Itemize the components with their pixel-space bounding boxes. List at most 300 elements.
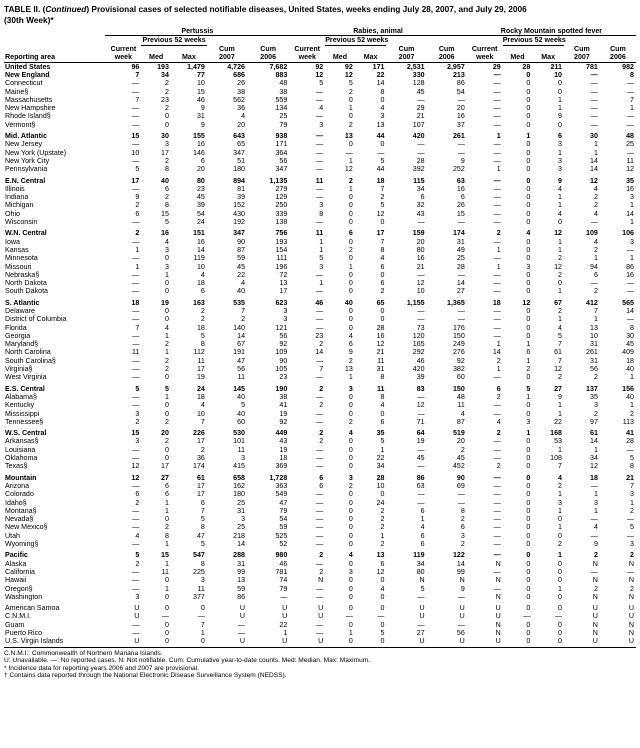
- cell-value: 0: [348, 576, 353, 585]
- cell-value: —: [132, 140, 140, 149]
- row-area-label: Michigan: [5, 201, 34, 210]
- cell-value: 22: [279, 620, 288, 629]
- cell-value: —: [493, 70, 501, 79]
- cell-value: 20: [161, 429, 169, 438]
- cell-value: —: [493, 445, 501, 454]
- table-row: [4, 612, 636, 620]
- cell-value: U: [282, 612, 288, 621]
- cell-value: 54: [456, 87, 465, 96]
- cell-value: 0: [380, 409, 385, 418]
- cell-value: 643: [233, 132, 246, 141]
- table-row: [4, 437, 636, 445]
- cell-value: 6: [460, 193, 465, 202]
- cell-value: 535: [233, 298, 246, 307]
- blank-med-m: [503, 45, 533, 53]
- cell-value: 190: [275, 384, 288, 393]
- cell-value: 19: [416, 437, 425, 446]
- cell-value: —: [626, 279, 634, 288]
- cell-value: —: [493, 218, 501, 227]
- cell-value: 24: [196, 384, 205, 393]
- table-row: [4, 551, 636, 559]
- cell-value: 0: [558, 87, 562, 96]
- col-cum2007-rabies-1: Cum: [398, 45, 415, 54]
- cell-value: U: [592, 612, 598, 621]
- cell-value: 9: [460, 156, 465, 165]
- cell-value: —: [345, 612, 353, 621]
- cell-value: 0: [558, 576, 562, 585]
- cell-value: —: [590, 218, 598, 227]
- cell-value: —: [493, 331, 501, 340]
- cell-value: 0: [558, 120, 562, 129]
- cell-value: —: [493, 270, 501, 279]
- cell-value: 4: [558, 209, 562, 218]
- cell-value: —: [377, 612, 385, 621]
- cell-value: —: [316, 409, 324, 418]
- cell-value: 79: [279, 584, 288, 593]
- cell-value: 115: [413, 176, 425, 185]
- cell-value: 4: [593, 209, 598, 218]
- cell-value: —: [626, 148, 634, 157]
- cell-value: 61: [590, 429, 598, 438]
- row-area-label: Arkansas§: [5, 437, 39, 446]
- cell-value: 0: [526, 592, 531, 601]
- cell-value: 0: [558, 559, 562, 568]
- cell-value: 14: [376, 79, 385, 88]
- cell-value: 3: [593, 401, 598, 410]
- cell-value: 4: [380, 254, 385, 263]
- cell-value: 18: [131, 298, 140, 307]
- cell-value: —: [316, 156, 324, 165]
- cell-value: 21: [376, 348, 385, 357]
- row-area-label: Tennessee§: [5, 417, 44, 426]
- cell-value: 5: [526, 384, 531, 393]
- cell-value: 196: [275, 262, 288, 271]
- cell-value: U: [239, 612, 246, 621]
- cell-value: 14: [315, 348, 324, 357]
- cell-value: —: [132, 112, 140, 121]
- cell-value: 17: [161, 148, 169, 157]
- cell-value: —: [493, 437, 501, 446]
- cell-value: —: [132, 87, 140, 96]
- cell-value: 2: [558, 270, 562, 279]
- title-line2: (30th Week)*: [4, 15, 54, 25]
- table-row: [4, 121, 636, 129]
- cell-value: 12: [416, 279, 425, 288]
- cell-value: 3: [135, 409, 140, 418]
- header-previous52: [4, 36, 636, 45]
- cell-value: 8: [164, 201, 169, 210]
- cell-value: 16: [196, 237, 205, 246]
- cell-value: 0: [164, 254, 169, 263]
- cell-value: 18: [376, 176, 385, 185]
- cell-value: 3: [164, 140, 169, 149]
- cell-value: N: [495, 576, 501, 585]
- cell-value: 92: [279, 340, 288, 349]
- table-row: [4, 593, 636, 601]
- cell-value: 14: [590, 437, 598, 446]
- cell-value: 16: [626, 184, 634, 193]
- cell-value: 13: [344, 132, 353, 141]
- cell-value: 15: [131, 132, 140, 141]
- cell-value: 2: [200, 307, 205, 315]
- cell-value: 6: [135, 490, 140, 499]
- cell-value: 7: [380, 184, 385, 193]
- cell-value: 0: [526, 112, 531, 121]
- cell-value: 37: [456, 120, 465, 129]
- cell-value: 1: [348, 262, 353, 271]
- col-cum2006-rmsf-1: Cum: [610, 45, 626, 54]
- cell-value: 3: [164, 262, 169, 271]
- cell-value: 8: [630, 323, 634, 332]
- cell-value: 97: [590, 417, 598, 426]
- cell-value: 16: [161, 229, 169, 238]
- table-row: [4, 621, 636, 629]
- cell-value: 1: [593, 445, 598, 454]
- col-current-pertussis-1: Current: [110, 45, 137, 54]
- cell-value: —: [493, 254, 501, 263]
- cell-value: N: [628, 628, 634, 637]
- cell-value: 12: [131, 473, 140, 482]
- cell-value: 171: [372, 62, 385, 71]
- cell-value: 5: [200, 331, 205, 340]
- cell-value: 40: [626, 392, 634, 401]
- cell-value: 6: [200, 287, 205, 296]
- cell-value: 562: [233, 95, 246, 104]
- cell-value: 12: [590, 176, 598, 185]
- cell-value: 0: [164, 628, 169, 637]
- cell-value: 0: [348, 201, 353, 210]
- cell-value: —: [132, 392, 140, 401]
- cell-value: 0: [558, 620, 562, 629]
- table-row: [4, 201, 636, 209]
- cell-value: —: [493, 193, 501, 202]
- cell-value: 5: [200, 515, 205, 524]
- cell-value: 2: [164, 340, 169, 349]
- cell-value: 0: [526, 287, 531, 296]
- cell-value: —: [590, 104, 598, 113]
- col-current-rabies-1: Current: [294, 45, 321, 54]
- cell-value: 6: [164, 481, 169, 490]
- cell-value: 92: [344, 62, 353, 71]
- cell-value: 39: [196, 201, 205, 210]
- cell-value: 10: [196, 262, 205, 271]
- cell-value: —: [417, 270, 425, 279]
- cell-value: 6: [380, 417, 385, 426]
- row-area-label: Massachusetts: [5, 95, 53, 104]
- cell-value: 0: [526, 218, 531, 227]
- cell-value: 8: [319, 209, 324, 218]
- cell-value: 2: [319, 429, 324, 438]
- col-cum2007-pertussis: 2007: [207, 53, 247, 62]
- cell-value: 249: [452, 340, 465, 349]
- cell-value: 3: [630, 490, 634, 499]
- cell-value: 11: [237, 373, 246, 382]
- cell-value: 47: [237, 356, 246, 365]
- cell-value: 87: [456, 417, 465, 426]
- cell-value: 6: [135, 209, 140, 218]
- cell-value: —: [457, 490, 465, 499]
- cell-value: 0: [558, 592, 562, 601]
- cell-value: N: [495, 620, 501, 629]
- table-row: [4, 560, 636, 568]
- cell-value: 0: [348, 270, 353, 279]
- cell-value: 2: [319, 401, 324, 410]
- table-row: [4, 454, 636, 462]
- cell-value: 134: [275, 104, 288, 113]
- cell-value: 7: [135, 95, 140, 104]
- cell-value: —: [493, 454, 501, 463]
- cell-value: —: [280, 592, 288, 601]
- cell-value: 15: [161, 551, 169, 560]
- cell-value: 26: [456, 201, 465, 210]
- cell-value: 1: [558, 445, 562, 454]
- cell-value: 0: [526, 498, 531, 507]
- cell-value: 28: [626, 437, 634, 446]
- cell-value: 17: [376, 229, 385, 238]
- cell-value: 330: [412, 70, 425, 79]
- cell-value: 2: [593, 373, 598, 382]
- cell-value: N: [459, 576, 465, 585]
- blank-max-m: [532, 45, 564, 53]
- cell-value: —: [590, 531, 598, 540]
- cell-value: 3: [558, 140, 562, 149]
- cell-value: N: [628, 592, 634, 601]
- row-area-label: Iowa: [5, 237, 20, 246]
- header-subcols-line2: [4, 53, 636, 62]
- table-row: [4, 604, 636, 612]
- cell-value: —: [457, 270, 465, 279]
- row-area-label: Delaware: [5, 307, 35, 315]
- cell-value: —: [132, 576, 140, 585]
- cell-value: 2: [164, 365, 169, 374]
- cell-value: 23: [315, 331, 324, 340]
- cell-value: 894: [233, 176, 246, 185]
- cell-value: 1: [135, 245, 140, 254]
- cell-value: 1: [348, 104, 353, 113]
- cell-value: 14: [626, 209, 634, 218]
- blank-med-p: [141, 45, 171, 53]
- cell-value: 5: [348, 79, 353, 88]
- cell-value: 0: [526, 584, 531, 593]
- cell-value: 0: [380, 140, 385, 149]
- cell-value: 0: [526, 165, 531, 174]
- cell-value: —: [316, 620, 324, 629]
- title-rest: ) Provisional cases of selected notifiable diseases, United States, weeks ending July 28, 2007, and July 29, 2006: [86, 4, 527, 14]
- cell-value: 14: [237, 540, 246, 549]
- cell-value: 73: [416, 323, 425, 332]
- cell-value: 980: [275, 551, 288, 560]
- cell-value: 1: [164, 392, 169, 401]
- cell-value: 54: [196, 209, 205, 218]
- cell-value: U: [495, 604, 501, 613]
- cell-value: 4,726: [227, 62, 246, 71]
- row-area-label: E.N. Central: [5, 176, 46, 185]
- cell-value: —: [316, 523, 324, 532]
- cell-value: 2: [460, 540, 465, 549]
- cell-value: 2: [593, 409, 598, 418]
- cell-value: —: [237, 620, 246, 629]
- cell-value: 2: [164, 193, 169, 202]
- cell-value: 1: [380, 445, 385, 454]
- row-area-label: Georgia: [5, 331, 31, 340]
- cell-value: 0: [164, 315, 169, 324]
- cell-value: —: [493, 201, 501, 210]
- cell-value: 2: [319, 567, 324, 576]
- row-area-label: Kentucky: [5, 401, 35, 410]
- cell-value: 0: [526, 462, 531, 471]
- cell-value: 7: [200, 620, 205, 629]
- cell-value: —: [493, 95, 501, 104]
- table-row: [4, 149, 636, 157]
- cell-value: 7: [558, 356, 562, 365]
- table-row: [4, 474, 636, 482]
- cell-value: 0: [380, 490, 385, 499]
- row-area-label: Texas§: [5, 462, 28, 471]
- cell-value: 12: [590, 462, 598, 471]
- cell-value: 0: [526, 506, 531, 515]
- cell-value: 0: [164, 307, 169, 315]
- table-row: [4, 112, 636, 120]
- cell-value: 0: [348, 279, 353, 288]
- cell-value: 192: [233, 218, 246, 227]
- cell-value: 22: [376, 70, 385, 79]
- cell-value: 0: [558, 515, 562, 524]
- cell-value: 11: [237, 445, 246, 454]
- cell-value: 45: [237, 262, 246, 271]
- cell-value: 0: [348, 193, 353, 202]
- table-row: [4, 79, 636, 87]
- cell-value: 1,479: [187, 62, 205, 71]
- footnote-nedss: † Contains data reported through the National Electronic Disease Surveillance System (NEDSS).: [4, 672, 287, 680]
- cell-value: 686: [233, 70, 246, 79]
- cell-value: 2: [348, 417, 353, 426]
- cell-value: 54: [279, 515, 288, 524]
- cell-value: —: [316, 323, 324, 332]
- cell-value: —: [316, 193, 324, 202]
- cell-value: 15: [456, 209, 465, 218]
- cell-value: 781: [275, 567, 288, 576]
- row-area-label: New England: [5, 70, 50, 79]
- cell-value: 3: [348, 473, 353, 482]
- cell-value: 547: [193, 551, 205, 560]
- cell-value: N: [592, 576, 598, 585]
- cell-value: 14: [196, 245, 205, 254]
- cell-value: 2: [348, 481, 353, 490]
- cell-value: 3: [526, 262, 531, 271]
- cell-value: 154: [275, 245, 288, 254]
- cell-value: 1: [593, 490, 598, 499]
- cell-value: 412: [586, 298, 598, 307]
- cell-value: 0: [164, 515, 169, 524]
- cell-value: U: [419, 637, 425, 646]
- col-cum2006-pertussis: 2006: [247, 53, 289, 62]
- cell-value: 16: [456, 184, 465, 193]
- cell-value: 559: [275, 95, 288, 104]
- cell-value: 0: [558, 79, 562, 88]
- cell-value: —: [493, 176, 501, 185]
- row-area-label: Kansas: [5, 245, 29, 254]
- cell-value: 347: [233, 148, 246, 157]
- row-area-label: North Carolina: [5, 348, 51, 357]
- cell-value: 7: [135, 70, 140, 79]
- cell-value: 7: [200, 417, 205, 426]
- cell-value: —: [132, 120, 140, 129]
- cell-value: 1: [593, 254, 598, 263]
- table-row: [4, 96, 636, 104]
- cell-value: 111: [276, 254, 288, 263]
- cell-value: U: [318, 604, 324, 613]
- cell-value: 0: [526, 156, 531, 165]
- cell-value: 2: [380, 506, 385, 515]
- cell-value: —: [132, 481, 140, 490]
- cell-value: U: [628, 637, 634, 646]
- row-area-label: West Virginia: [5, 373, 47, 382]
- cell-value: 122: [452, 551, 465, 560]
- cell-value: 31: [237, 506, 246, 515]
- cell-value: 39: [237, 193, 246, 202]
- col-cum2006-rabies: 2006: [427, 53, 467, 62]
- cell-value: 151: [193, 229, 205, 238]
- cell-value: 31: [590, 356, 598, 365]
- cell-value: U: [628, 604, 634, 613]
- cell-value: 549: [275, 490, 288, 499]
- cell-value: 5: [135, 551, 140, 560]
- cell-value: 430: [233, 209, 246, 218]
- cell-value: 5: [319, 254, 324, 263]
- cell-value: —: [493, 237, 501, 246]
- cell-value: 0: [348, 237, 353, 246]
- cell-value: 3: [630, 237, 634, 246]
- blank-cum-2: [386, 36, 466, 45]
- cell-value: 0: [526, 481, 531, 490]
- cell-value: 150: [452, 331, 465, 340]
- cell-value: 8: [380, 245, 385, 254]
- cell-value: 623: [275, 298, 288, 307]
- cell-value: 17: [279, 287, 288, 296]
- row-area-label: South Dakota: [5, 287, 48, 296]
- cell-value: 6: [200, 498, 205, 507]
- row-area-label: Pacific: [5, 551, 28, 560]
- cell-value: 525: [275, 531, 288, 540]
- cell-value: 1: [558, 315, 562, 324]
- cell-value: U: [459, 604, 465, 613]
- cell-value: 2: [558, 254, 562, 263]
- cell-value: 2: [164, 156, 169, 165]
- cell-value: 6: [460, 523, 465, 532]
- cell-value: —: [493, 104, 501, 113]
- table-row: [4, 279, 636, 287]
- cell-value: 34: [416, 184, 425, 193]
- cell-value: —: [493, 409, 501, 418]
- cell-value: 19: [196, 373, 205, 382]
- cell-value: 2: [496, 462, 501, 471]
- row-area-label: South Carolina§: [5, 356, 56, 365]
- cell-value: —: [417, 218, 425, 227]
- cell-value: —: [316, 506, 324, 515]
- cell-value: 140: [233, 323, 246, 332]
- cell-value: 53: [554, 437, 562, 446]
- cell-value: —: [316, 559, 324, 568]
- cell-value: 150: [452, 384, 465, 393]
- cell-value: 13: [344, 365, 353, 374]
- cell-value: 129: [275, 193, 288, 202]
- cell-value: 1: [283, 628, 288, 637]
- cell-value: 0: [380, 592, 385, 601]
- cell-value: —: [316, 373, 324, 382]
- table-row: [4, 132, 636, 140]
- col-max-rabies: Max: [355, 53, 387, 62]
- cell-value: 0: [526, 87, 531, 96]
